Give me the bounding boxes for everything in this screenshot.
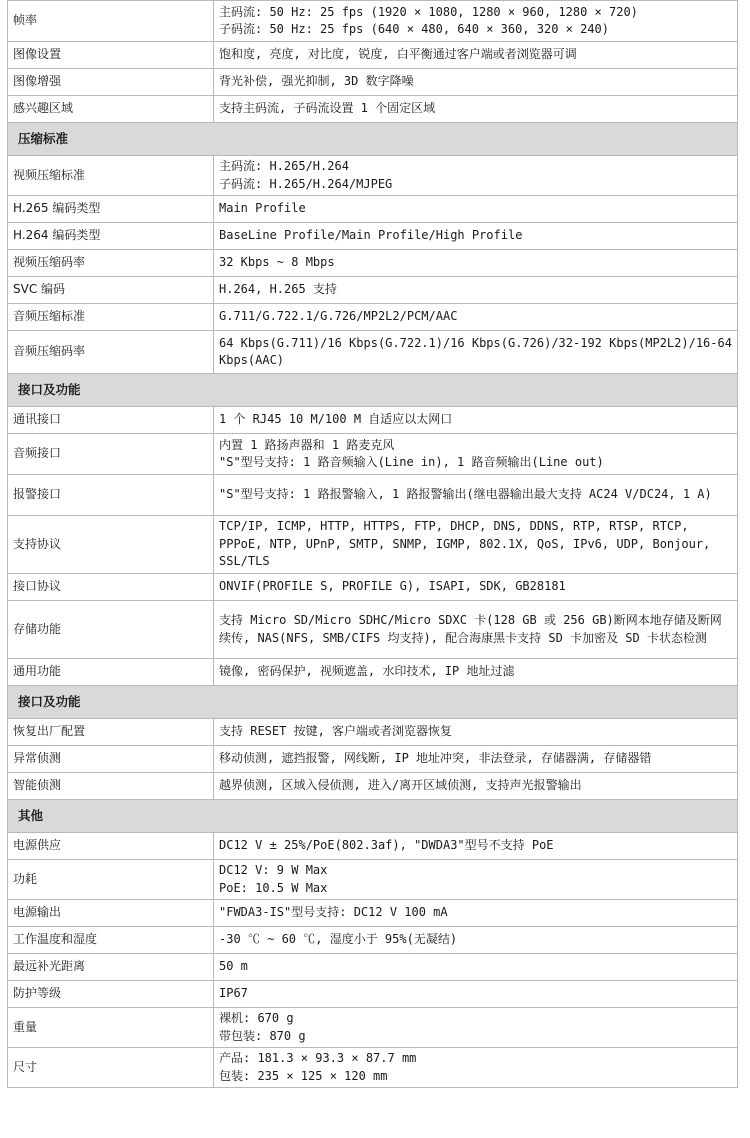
spec-row [8,1048,738,1088]
spec-row [8,516,738,574]
spec-row [8,331,738,374]
spec-label: 工作温度和湿度 [8,927,214,954]
spec-row [8,954,738,981]
spec-table-body [8,1,738,1088]
spec-value-line: 子码流: H.265/H.264/MJPEG [219,176,393,191]
spec-value [214,833,738,860]
spec-value [214,196,738,223]
spec-value [214,277,738,304]
spec-label: 报警接口 [8,475,214,516]
spec-label: H.264 编码类型 [8,223,214,250]
spec-value [214,900,738,927]
spec-value-line: 带包装: 870 g [219,1028,306,1043]
spec-value-line: 32 Kbps ~ 8 Mbps [219,255,335,270]
spec-value [214,42,738,69]
spec-value-line: BaseLine Profile/Main Profile/High Profile [219,228,523,243]
spec-value-line: 支持 Micro SD/Micro SDHC/Micro SDXC 卡(128 GB 或 256 GB)断网本地存储及断网续传, NAS(NFS, SMB/CIFS 均支持), 配合海康黑卡支持 SD 卡加密及 SD 卡状态检测 [219,613,722,645]
spec-value [214,659,738,686]
section-header-row [8,374,738,407]
spec-row [8,1008,738,1048]
spec-row [8,719,738,746]
spec-value-line: TCP/IP, ICMP, HTTP, HTTPS, FTP, DHCP, DNS, DDNS, RTP, RTSP, RTCP, PPPoE, NTP, UPnP, SMTP, SNMP, IGMP, 802.1X, QoS, IPv6, UDP, Bonjour, SSL/TLS [219,519,718,569]
spec-value-line: 背光补偿, 强光抑制, 3D 数字降噪 [219,74,414,89]
spec-value-line: 越界侦测, 区域入侵侦测, 进入/离开区域侦测, 支持声光报警输出 [219,778,582,793]
spec-label: 通讯接口 [8,407,214,434]
spec-label: 支持协议 [8,516,214,574]
spec-value [214,475,738,516]
spec-row [8,475,738,516]
spec-label: 功耗 [8,860,214,900]
spec-label: 音频压缩标准 [8,304,214,331]
spec-value-line: IP67 [219,986,248,1001]
spec-value-line: "S"型号支持: 1 路音频输入(Line in), 1 路音频输出(Line out) [219,455,604,469]
spec-value-line: 主码流: H.265/H.264 [219,159,349,173]
spec-row [8,196,738,223]
spec-row [8,659,738,686]
spec-value-line: 裸机: 670 g [219,1011,294,1025]
spec-value-line: PoE: 10.5 W Max [219,880,328,895]
spec-label: 电源供应 [8,833,214,860]
spec-value [214,601,738,659]
spec-row [8,981,738,1008]
spec-value-line: 饱和度, 亮度, 对比度, 锐度, 白平衡通过客户端或者浏览器可调 [219,47,577,62]
spec-label: 接口协议 [8,574,214,601]
spec-label: 防护等级 [8,981,214,1008]
spec-label: 异常侦测 [8,746,214,773]
spec-row [8,900,738,927]
spec-row [8,833,738,860]
spec-label: 智能侦测 [8,773,214,800]
spec-label: 视频压缩标准 [8,156,214,196]
spec-value-line: 50 m [219,959,248,974]
spec-value [214,860,738,900]
spec-label: 尺寸 [8,1048,214,1088]
spec-label: 存储功能 [8,601,214,659]
spec-row [8,407,738,434]
spec-value-line: "FWDA3-IS"型号支持: DC12 V 100 mA [219,905,448,920]
spec-value [214,954,738,981]
spec-value [214,981,738,1008]
spec-value [214,250,738,277]
spec-value-line: 支持 RESET 按键, 客户端或者浏览器恢复 [219,724,453,739]
spec-value-line: 主码流: 50 Hz: 25 fps (1920 × 1080, 1280 × 960, 1280 × 720) [219,4,638,19]
spec-row [8,69,738,96]
spec-value-line: "S"型号支持: 1 路报警输入, 1 路报警输出(继电器输出最大支持 AC24 V/DC24, 1 A) [219,487,712,502]
spec-value [214,69,738,96]
spec-value [214,223,738,250]
spec-value [214,156,738,196]
spec-value [214,96,738,123]
section-title: 接口及功能 [8,374,738,407]
section-header-row [8,123,738,156]
spec-value [214,407,738,434]
spec-row [8,156,738,196]
spec-value [214,1,738,42]
spec-value [214,574,738,601]
section-title: 压缩标准 [8,123,738,156]
spec-label: 帧率 [8,1,214,42]
spec-value [214,773,738,800]
spec-row [8,746,738,773]
spec-value-line: ONVIF(PROFILE S, PROFILE G), ISAPI, SDK, GB28181 [219,579,566,594]
spec-row [8,250,738,277]
spec-label: H.265 编码类型 [8,196,214,223]
spec-value [214,1048,738,1088]
spec-row [8,1,738,42]
spec-row [8,223,738,250]
spec-value [214,516,738,574]
spec-row [8,434,738,475]
spec-value-line: 支持主码流, 子码流设置 1 个固定区域 [219,101,436,116]
spec-value-line: -30 ℃ ~ 60 ℃, 湿度小于 95%(无凝结) [219,932,458,947]
spec-value-line: 内置 1 路扬声器和 1 路麦克风 [219,437,395,452]
spec-value [214,434,738,475]
section-header-row [8,800,738,833]
spec-label: 最远补光距离 [8,954,214,981]
spec-row [8,860,738,900]
spec-row [8,601,738,659]
spec-row [8,96,738,123]
spec-label: 音频接口 [8,434,214,475]
spec-value-line: 包装: 235 × 125 × 120 mm [219,1068,388,1083]
spec-label: 图像设置 [8,42,214,69]
spec-label: 图像增强 [8,69,214,96]
spec-value-line: 子码流: 50 Hz: 25 fps (640 × 480, 640 × 360, 320 × 240) [219,22,610,36]
spec-value-line: DC12 V: 9 W Max [219,863,328,877]
spec-value-line: DC12 V ± 25%/PoE(802.3af), "DWDA3"型号不支持 PoE [219,838,554,853]
spec-value-line: 产品: 181.3 × 93.3 × 87.7 mm [219,1051,417,1065]
spec-value [214,1008,738,1048]
spec-value-line: H.264, H.265 支持 [219,282,337,297]
spec-label: 电源输出 [8,900,214,927]
spec-value-line: 移动侦测, 遮挡报警, 网线断, IP 地址冲突, 非法登录, 存储器满, 存储器错 [219,751,652,766]
spec-label: 视频压缩码率 [8,250,214,277]
spec-value-line: 64 Kbps(G.711)/16 Kbps(G.722.1)/16 Kbps(G.726)/32-192 Kbps(MP2L2)/16-64 Kbps(AAC) [219,335,740,367]
spec-label: 通用功能 [8,659,214,686]
spec-label: 重量 [8,1008,214,1048]
spec-value-line: 镜像, 密码保护, 视频遮盖, 水印技术, IP 地址过滤 [219,664,515,679]
spec-table [7,0,738,1088]
section-title: 其他 [8,800,738,833]
section-header-row [8,686,738,719]
spec-value [214,927,738,954]
spec-row [8,773,738,800]
spec-value-line: G.711/G.722.1/G.726/MP2L2/PCM/AAC [219,309,458,324]
spec-row [8,42,738,69]
spec-row [8,277,738,304]
spec-value [214,746,738,773]
spec-row [8,304,738,331]
spec-label: SVC 编码 [8,277,214,304]
spec-label: 感兴趣区域 [8,96,214,123]
spec-row [8,927,738,954]
spec-row [8,574,738,601]
spec-value [214,719,738,746]
spec-label: 音频压缩码率 [8,331,214,374]
spec-value-line: 1 个 RJ45 10 M/100 M 自适应以太网口 [219,412,453,427]
spec-value [214,331,738,374]
spec-label: 恢复出厂配置 [8,719,214,746]
spec-value-line: Main Profile [219,201,306,216]
spec-value [214,304,738,331]
section-title: 接口及功能 [8,686,738,719]
